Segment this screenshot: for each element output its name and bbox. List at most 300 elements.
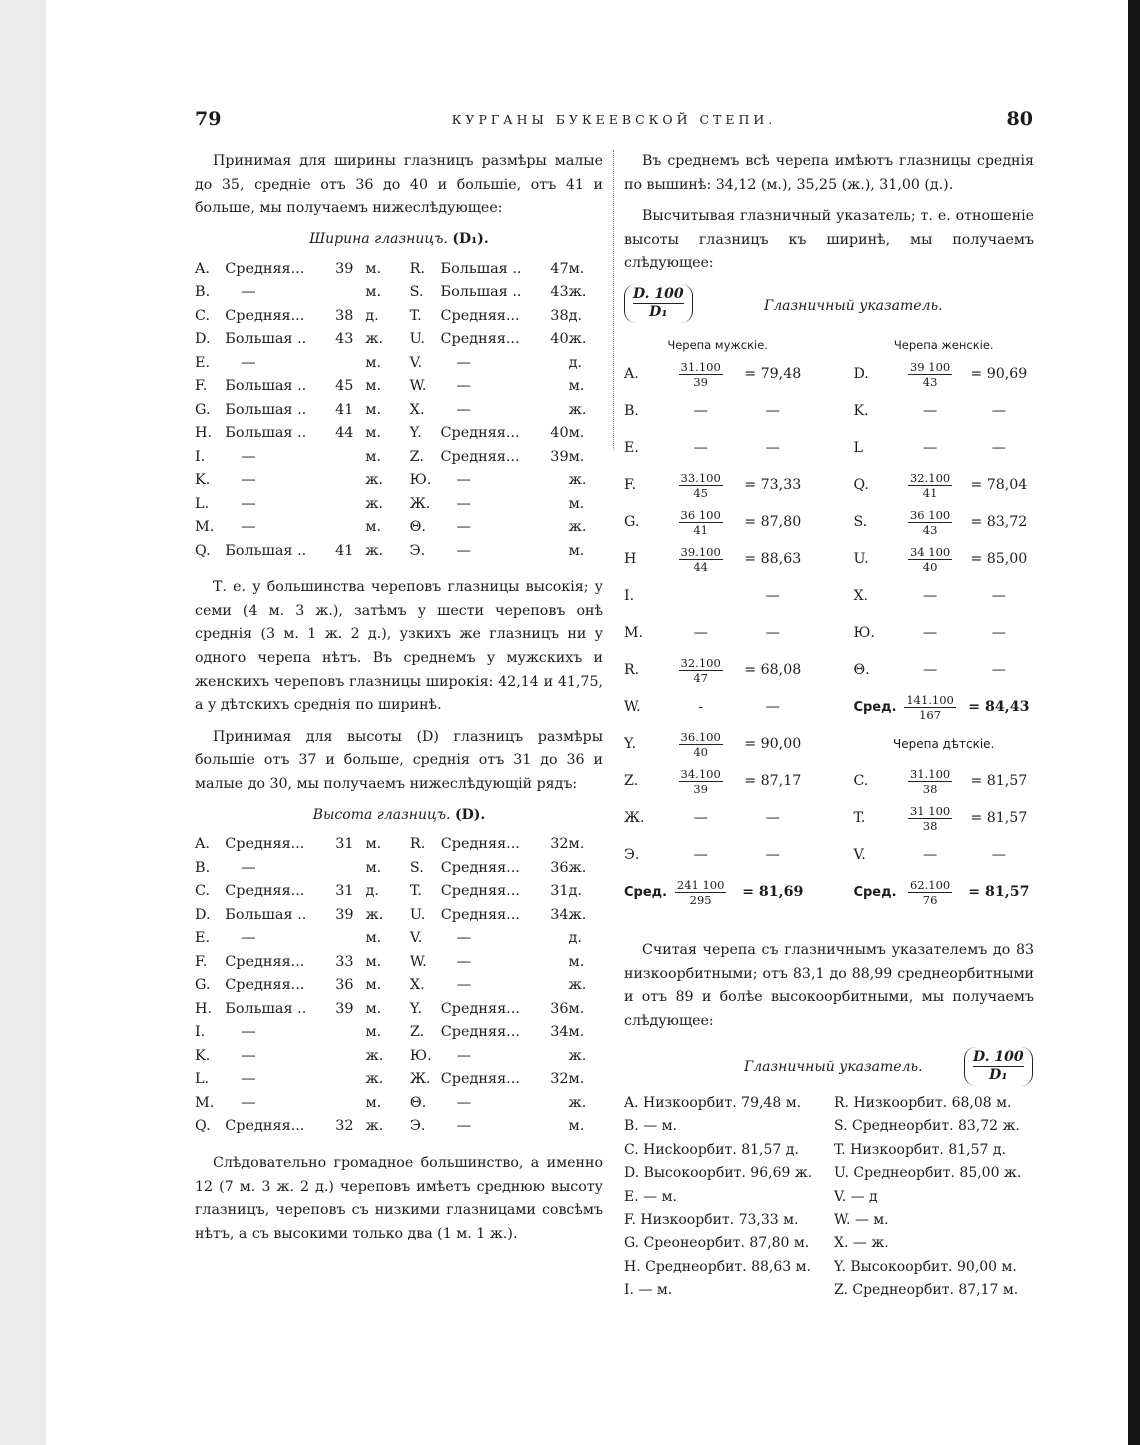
male-letter: G. [624,514,640,531]
row-category-2: Средняя... [440,836,520,853]
width-symbol: (D₁). [452,230,489,247]
male-avg-value: = 81,69 [742,884,804,901]
row-category-2: Средняя... [440,859,520,876]
row-value: 41 [335,401,354,418]
row-sex: м. [365,519,382,536]
row-letter-2: Ж. [409,495,431,512]
row-value [331,492,354,516]
row-sex-2: д. [568,930,582,947]
intro-paragraph: Принимая для ширины глазницъ размѣры малые до 35, средніе отъ 36 до 40 и большіе, отъ 41 и больше, мы получаемъ нижеслѣдующее: [195,153,603,217]
row-letter-2: Θ. [409,519,426,536]
classification-row [624,1162,1034,1185]
row-sex-2: д. [568,307,583,324]
row-value-2 [548,351,569,375]
column-gap [811,356,853,393]
column-gap [811,652,853,689]
row-letter: L. [195,495,210,512]
child-letter: V. [853,847,866,864]
index-row [624,356,1034,393]
row-sex-2: ж. [568,906,587,923]
female-fraction [897,615,964,652]
male-denominator: 39 [693,374,708,389]
row-letter-2: Ж. [409,1071,431,1088]
row-sex-2: м. [568,448,585,465]
child-letter: T. [853,810,866,827]
row-sex: м. [365,260,382,277]
row-category: — [241,930,256,947]
row-sex: ж. [365,1118,384,1135]
female-numerator: 34 100 [909,544,951,559]
index-formula [624,284,693,323]
male-numerator: 36 100 [680,507,721,522]
classification-row [624,1115,1034,1138]
row-letter: C. [195,307,211,324]
female-letter: L [853,440,863,457]
index2-header [624,1041,1034,1091]
male-index-value: — [765,403,780,420]
row-letter: B. [195,284,211,301]
height-symbol: (D). [454,806,486,823]
classification-row [624,1138,1034,1161]
column-gap [354,974,366,998]
male-dash: — [693,440,708,457]
right-column [624,150,1034,1302]
row-category: Большая .. [225,542,307,559]
male-letter: Ж. [624,810,645,827]
row-category: Большая .. [225,401,307,418]
table-row [195,1115,603,1139]
male-fraction [667,541,734,578]
row-sex: м. [365,953,382,970]
female-fraction [897,504,964,541]
row-letter: A. [195,260,210,277]
child-avg-fraction [897,874,964,911]
page-header [195,108,1033,134]
classification-entry: B. — м. [624,1118,677,1135]
male-denominator: 45 [693,485,708,500]
column-gap [353,492,365,516]
classification-row [624,1278,1034,1301]
male-fraction [667,430,734,467]
female-letter: U. [853,551,869,568]
female-index-value: — [991,625,1006,642]
male-fraction-expr [679,360,723,389]
column-gap [353,257,365,281]
female-fraction-expr [908,545,952,574]
male-fraction-expr [679,471,723,500]
row-value-2: 31 [550,883,569,900]
male-avg-numerator: 241 100 [676,877,725,892]
row-value: 41 [335,542,354,559]
row-letter-2: S. [409,859,424,876]
male-letter: B. [624,403,639,420]
row-letter: D. [195,906,211,923]
row-sex-2: м. [568,1000,585,1017]
male-index-value: = 88,63 [744,551,802,568]
width-table-caption [195,231,603,247]
index-row [624,800,1034,837]
row-sex-2: ж. [568,1094,587,1111]
row-category: — [241,859,256,876]
row-category: Средняя... [225,977,305,994]
child-numerator: 31 100 [909,803,951,818]
male-numerator: 34.100 [680,766,721,781]
row-value: 31 [335,883,354,900]
column-gap [811,541,853,578]
row-value-2 [547,1091,568,1115]
row-letter-2: X. [409,401,425,418]
row-category-2: Большая .. [440,284,522,301]
column-gap [354,950,366,974]
row-category: Средняя... [225,836,305,853]
row-value-2: 34 [550,1024,569,1041]
child-avg-label: Сред. [853,884,897,900]
row-category: — [241,495,256,512]
male-letter: Э. [624,847,640,864]
row-letter: E. [195,354,211,371]
row-category-2: — [456,1047,472,1064]
row-category: — [241,1094,256,1111]
row-category: Средняя... [225,307,305,324]
child-fraction [897,837,964,874]
female-index-value: — [991,403,1006,420]
column-gap [811,578,853,615]
row-category: — [241,354,256,371]
male-fraction-expr [679,730,723,759]
female-denominator: 43 [922,374,938,389]
row-value: 33 [335,953,354,970]
row-sex: м. [365,284,382,301]
table-row [195,398,603,422]
child-letter: C. [853,773,869,790]
classification-entry: S. Среднеорбит. 83,72 ж. [834,1118,1020,1135]
row-value: 31 [335,836,354,853]
right-paragraph-3: Считая черепа съ глазничнымъ указателемъ до 83 низкоорбитными; отъ 83,1 до 88,99 среднеорбитными и отъ 89 и болѣе высокоорбитными, мы получаемъ слѣдующее: [624,941,1034,1029]
scan-margin-right [1128,0,1140,1445]
table-row [195,257,603,281]
row-category-2: Средняя... [440,1024,520,1041]
row-value-2 [548,468,569,492]
row-letter-2: R. [409,836,426,853]
male-fraction [667,837,734,874]
row-sex: м. [365,977,382,994]
row-category: — [241,284,256,301]
width-table [195,257,603,563]
row-sex-2: м. [568,836,585,853]
column-gap [811,467,853,504]
row-sex-2: ж. [568,401,587,418]
row-letter-2: V. [409,354,423,371]
column-gap [354,1068,366,1092]
male-letter: F. [624,477,637,494]
male-skulls-heading: Черепа мужскіе. [667,337,768,352]
row-letter-2: W. [409,378,427,395]
child-avg-value: = 81,57 [968,884,1030,901]
column-gap [353,445,365,469]
row-category: Средняя... [225,953,305,970]
female-letter: K. [853,403,869,420]
row-value-2: 47 [550,260,569,277]
row-category-2: — [456,977,472,994]
female-dash: — [923,588,938,605]
male-denominator: 40 [693,744,708,759]
male-letter: M. [624,625,644,642]
table-row [195,997,603,1021]
column-gap [811,393,853,430]
row-sex-2: ж. [568,519,587,536]
male-dash: — [693,625,708,642]
row-letter-2: Θ. [409,1094,427,1111]
row-value-2: 36 [550,1000,569,1017]
row-value [331,1068,354,1092]
table-row [195,468,603,492]
column-gap [353,304,365,328]
female-avg-value: = 84,43 [968,699,1030,716]
female-letter: S. [853,514,868,531]
row-value-2: 39 [550,448,569,465]
female-dash: — [923,662,938,679]
female-letter: X. [853,588,869,605]
female-index-value: = 90,69 [970,366,1028,383]
row-sex: м. [365,401,382,418]
height-table-caption [195,807,603,823]
column-divider [613,150,614,450]
table-row [195,539,603,563]
row-value: 43 [335,331,354,348]
table-row [195,1021,603,1045]
female-numerator: 32.100 [909,470,951,485]
female-dash: — [923,403,938,420]
row-category: Средняя... [225,260,305,277]
classification-entry: E. — м. [624,1188,677,1205]
classification-row [624,1255,1034,1278]
row-category-2: — [456,472,471,489]
child-index-value: — [991,847,1006,864]
male-dash: — [693,403,708,420]
male-index-value: — [765,440,780,457]
row-sex: м. [365,859,382,876]
male-fraction [667,393,734,430]
index2-formula [964,1047,1033,1086]
child-numerator: 31.100 [909,766,951,781]
female-dash: — [923,625,938,642]
column-gap [353,280,365,304]
row-value [331,351,354,375]
row-category-2: — [456,953,472,970]
row-category-2: Средняя... [440,883,520,900]
left-column [195,150,603,1255]
row-value-2: 43 [550,284,569,301]
row-value: 39 [335,1000,354,1017]
column-gap [353,327,365,351]
male-fraction [667,467,734,504]
row-sex: м. [365,425,382,442]
row-category-2: — [456,930,472,947]
female-fraction [897,652,964,689]
paragraph-4: Слѣдовательно громадное большинство, а именно 12 (7 м. 3 ж. 2 д.) череповъ имѣетъ среднюю высоту глазницъ, череповъ съ низкими глазницами совсѣмъ нѣтъ, а съ высокими только два (1 м. 1 ж.). [195,1155,603,1242]
male-fraction [667,615,734,652]
row-value-2: 32 [550,1071,569,1088]
row-category-2: — [456,1118,472,1135]
row-sex: ж. [365,1071,384,1088]
row-sex-2: ж. [568,977,587,994]
index-title: Глазничный указатель. [764,297,943,314]
row-category-2: — [456,378,471,395]
male-avg-denominator: 295 [689,892,712,907]
male-fraction-expr [679,545,723,574]
female-index-value: = 85,00 [970,551,1028,568]
formula-denominator: D₁ [633,303,684,321]
male-letter: H [624,551,637,568]
child-fraction-expr [908,767,952,796]
row-letter-2: R. [409,260,426,277]
width-title: Ширина глазницъ. [309,230,448,247]
child-denominator: 38 [922,818,938,833]
row-sex-2: м. [568,953,585,970]
row-sex-2: м. [568,542,585,559]
paragraph-3: Принимая для высоты (D) глазницъ размѣры большіе отъ 37 и больше, среднія отъ 31 до 36 и малые до 30, мы получаемъ нижеслѣдующій рядъ: [195,728,603,793]
row-sex: ж. [365,472,384,489]
male-index-value: — [765,699,780,716]
orbital-classification-table [624,1091,1034,1302]
column-gap [811,430,853,467]
male-index-value: = 79,48 [744,366,802,383]
row-category: Большая .. [225,378,307,395]
male-numerator: 33.100 [680,470,721,485]
index2-title: Глазничный указатель. [744,1059,923,1076]
female-numerator: 39 100 [909,359,951,374]
female-avg-numerator: 141.100 [906,692,954,707]
male-fraction [667,356,734,393]
classification-entry: R. Низкоорбит. 68,08 м. [834,1095,1012,1112]
row-letter-2: Ю. [409,1047,432,1064]
row-value-2 [548,492,569,516]
column-gap [353,468,365,492]
row-value: 39 [335,260,354,277]
row-value-2 [547,927,568,951]
row-category-2: Средняя... [440,331,520,348]
column-gap [354,1091,366,1115]
column-gap [354,1021,366,1045]
column-gap [811,615,853,652]
row-letter: A. [195,836,210,853]
row-value: 38 [335,307,354,324]
row-sex-2: ж. [568,1047,587,1064]
male-letter: W. [624,699,641,716]
table-row [195,492,603,516]
female-fraction-expr [908,360,952,389]
row-category: — [241,1047,256,1064]
row-category-2: Средняя... [440,1071,520,1088]
male-fraction-expr [679,656,723,685]
column-gap [354,856,366,880]
row-sex: м. [365,1000,382,1017]
row-letter-2: Ю. [409,472,432,489]
column-gap [353,398,365,422]
row-sex: м. [365,836,382,853]
column-gap [354,997,366,1021]
female-denominator: 40 [922,559,938,574]
table-row [195,903,603,927]
row-category: — [241,1024,256,1041]
index-row [624,615,1034,652]
row-category-2: Средняя... [440,425,520,442]
row-sex-2: ж. [568,472,587,489]
row-sex: д. [365,883,379,900]
row-letter: G. [195,977,211,994]
column-gap [354,903,366,927]
male-fraction [667,652,734,689]
classification-entry: X. — ж. [834,1235,889,1252]
male-letter: E. [624,440,639,457]
formula2-denominator: D₁ [973,1066,1024,1084]
row-letter: H. [195,425,213,442]
row-category: Большая .. [225,331,307,348]
female-numerator: 36 100 [909,507,951,522]
index-row [624,689,1034,726]
row-sex-2: м. [568,495,585,512]
row-value [331,856,354,880]
male-numerator: 31.100 [680,359,721,374]
row-value-2: 40 [550,425,569,442]
female-index-value: — [991,662,1006,679]
row-letter: B. [195,859,211,876]
classification-entry: Z. Среднеорбит. 87,17 м. [834,1282,1019,1299]
row-value [331,1021,354,1045]
column-gap [354,880,366,904]
female-letter: D. [853,366,869,383]
row-value-2 [547,1115,568,1139]
male-letter: R. [624,662,640,679]
column-gap [811,726,853,763]
female-fraction-expr [908,471,952,500]
column-gap [353,539,365,563]
index-row [624,504,1034,541]
row-category-2: — [456,354,471,371]
row-category: Средняя... [225,883,305,900]
row-value [331,515,354,539]
row-letter-2: Y. [409,1000,423,1017]
row-value: 44 [335,425,354,442]
male-fraction [667,726,734,763]
column-gap [353,515,365,539]
row-sex-2: д. [568,354,583,371]
row-category: — [241,448,256,465]
height-table [195,833,603,1139]
male-index-value: = 68,08 [744,662,802,679]
column-gap [353,374,365,398]
classification-entry: I. — м. [624,1282,673,1299]
row-letter: M. [195,1094,215,1111]
row-sex: м. [365,354,382,371]
row-sex-2: ж. [568,284,587,301]
table-row [195,351,603,375]
row-category: — [241,472,256,489]
row-letter-2: Z. [409,448,424,465]
table-row [195,445,603,469]
row-sex-2: ж. [568,859,587,876]
child-avg-numerator: 62.100 [909,877,951,892]
row-letter: I. [195,448,206,465]
table-row [195,421,603,445]
children-skulls-heading: Черепа дѣтскіе. [893,737,995,752]
row-value-2 [547,974,568,998]
female-avg-denominator: 167 [919,707,942,722]
child-fraction [897,763,964,800]
row-category-2: Средняя... [440,307,520,324]
column-gap [811,800,853,837]
male-denominator: 39 [693,781,708,796]
